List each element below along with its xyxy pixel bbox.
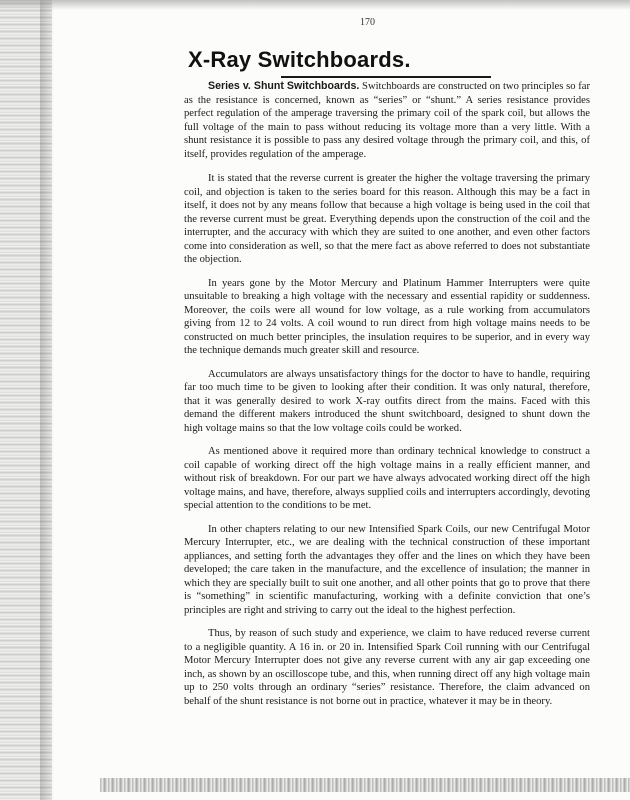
section-heading: Series v. Shunt Switchboards. <box>208 80 360 92</box>
paragraph: In years gone by the Motor Mercury and Platinum Hammer Interrupters were quite unsuitable to breaking a high voltage with the necessary and essential rapidity or suddenness. Moreover, the coils were all wound for low voltage, as a rule working from accumulators giving from 12 to 24 volts. A coil wound to run direct from high voltage mains needs to be constructed on much better principles, the insulation requires to be superior, and in every way the technique demands much greater skill and resource. <box>184 277 590 356</box>
title-underline <box>281 76 491 78</box>
page-number: 170 <box>360 17 375 28</box>
page-title: X-Ray Switchboards. <box>188 47 411 72</box>
paragraph-text: Switchboards are constructed on two principles so far as the resistance is concerned, known as “series” or “shunt.” A series resistance provides perfect regulation of the amperage traversing the primary coil of the spark coil, but allows the full voltage of the main to pass without reducing its voltage more than a very little. With a shunt resistance it is possible to pass any desired voltage through the primary coil, and this, of itself, provides regulation of the amperage. <box>184 81 590 160</box>
scan-top-edge <box>0 0 630 10</box>
scan-edge-shadow <box>40 0 54 800</box>
paragraph: As mentioned above it required more than ordinary technical knowledge to construct a coil capable of working direct off the high voltage mains in a really efficient manner, and without risk of breakdown. For our part we have always advocated working direct off the high voltage mains, and have, therefore, always supplied coils and interrupters accordingly, devoting special attention to the conditions to be met. <box>184 446 590 511</box>
paragraph <box>184 80 590 161</box>
article-body <box>184 80 590 718</box>
paragraph: In other chapters relating to our new Intensified Spark Coils, our new Centrifugal Motor Mercury Interrupter, etc., we are dealing with the technical construction of these important appliances, and setting forth the advantages they offer and the lines on which they have been developed; the care taken in the manufacture, and the excellence of insulation; the manner in which they are specially built to suit one another, and all other points that go to prove that there is “something” in scientific manufacturing, working with a definite conviction that one’s principles are right and striving to carry out the ideal to the highest perfection. <box>184 523 590 616</box>
paragraph: Thus, by reason of such study and experience, we claim to have reduced reverse current to a negligible quantity. A 16 in. or 20 in. Intensified Spark Coil running with our Centrifugal Motor Mercury Interrupter does not give any reverse current with any air gap exceeding one inch, as shown by an oscilloscope tube, and this, when running direct off any high voltage main up to 250 volts through an ordinary “series” resistance. Therefore, the claim advanced on behalf of the shunt resistance is not borne out in practice, whatever it may be in theory. <box>184 628 590 707</box>
paragraph: Accumulators are always unsatisfactory things for the doctor to have to handle, requiring far too much time to be given to looking after their condition. It was only natural, therefore, that it was generally desired to work X-ray outfits direct from the mains. Faced with this demand the different makers introduced the shunt switchboard, designed to shunt down the high voltage mains so that the low voltage coils could be worked. <box>184 368 590 434</box>
scan-bottom-edge <box>100 778 630 792</box>
paragraph: It is stated that the reverse current is greater the higher the voltage traversing the primary coil, and objection is taken to the series board for this reason. Although this may be a fact in itself, it does not by any means follow that because a high voltage is being used in the coil that the reverse current must be great. Everything depends upon the construction of the coil and the interrupter, and the accuracy with which they are suited to one another, and even other factors come into consideration as well, so that the mere fact as above referred to does not substantiate the objection. <box>184 173 590 265</box>
